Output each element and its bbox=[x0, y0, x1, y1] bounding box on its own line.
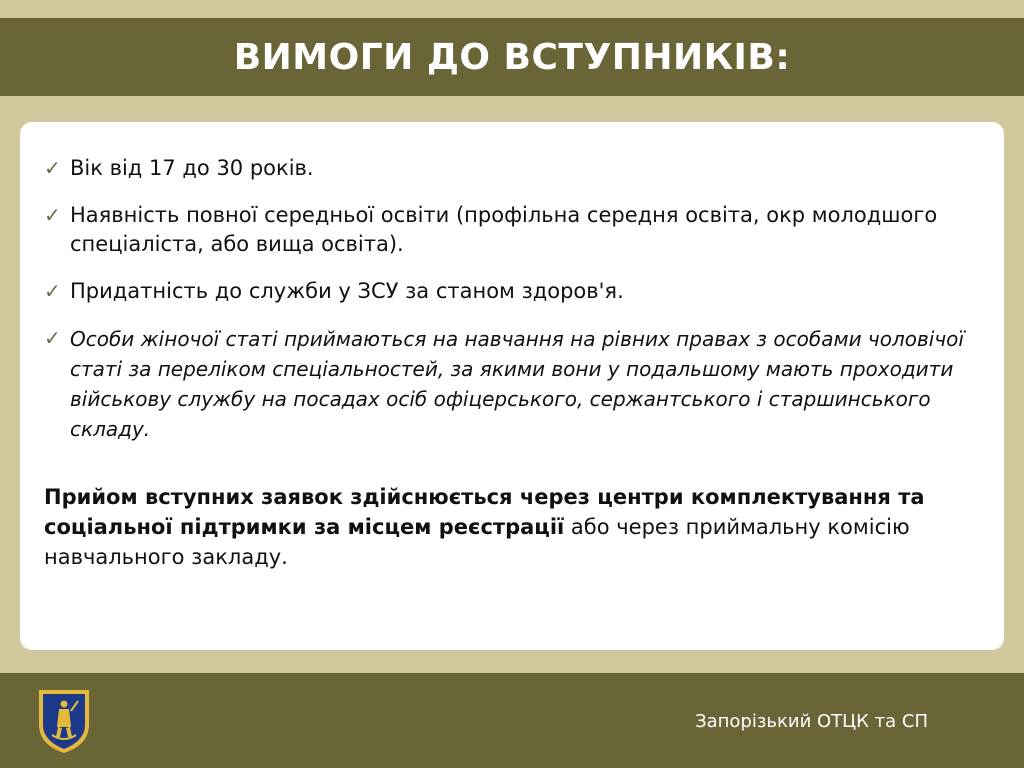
checkmark-icon: ✓ bbox=[44, 279, 61, 303]
admission-note-regular: або через приймальну комісію навчального закладу. bbox=[44, 515, 910, 569]
admission-note-bold: Прийом вступних заявок здійснюється через центри комплектування та соціальної підтримки за місцем реєстрації bbox=[44, 485, 925, 539]
requirements-list bbox=[44, 154, 980, 444]
checkmark-icon: ✓ bbox=[44, 156, 61, 180]
requirement-item bbox=[44, 201, 980, 259]
title-bar bbox=[0, 18, 1024, 96]
top-strip bbox=[0, 0, 1024, 18]
requirement-text: Наявність повної середньої освіти (профільна середня освіта, окр молодшого спеціаліста, або вища освіта). bbox=[70, 203, 938, 256]
requirement-text: Придатність до служби у ЗСУ за станом здоров'я. bbox=[70, 279, 624, 303]
requirement-item bbox=[44, 324, 980, 444]
checkmark-icon: ✓ bbox=[44, 326, 61, 350]
requirement-text: Особи жіночої статі приймаються на навчання на рівних правах з особами чоловічої статі за переліком спеціальностей, за якими вони у подальшому мають проходити військову службу на посадах осіб офіцерського, сержантського і старшинського складу. bbox=[70, 327, 964, 441]
requirement-item bbox=[44, 277, 980, 306]
page-title: ВИМОГИ ДО ВСТУПНИКІВ: bbox=[233, 36, 791, 78]
cossack-coat-of-arms-icon bbox=[36, 687, 92, 755]
requirement-item bbox=[44, 154, 980, 183]
admission-note bbox=[44, 482, 980, 572]
requirement-text: Вік від 17 до 30 років. bbox=[70, 156, 314, 180]
organization-name: Запорізький ОТЦК та СП bbox=[695, 711, 928, 732]
checkmark-icon: ✓ bbox=[44, 203, 61, 227]
footer-bar bbox=[0, 673, 1024, 768]
requirements-card bbox=[20, 122, 1004, 650]
